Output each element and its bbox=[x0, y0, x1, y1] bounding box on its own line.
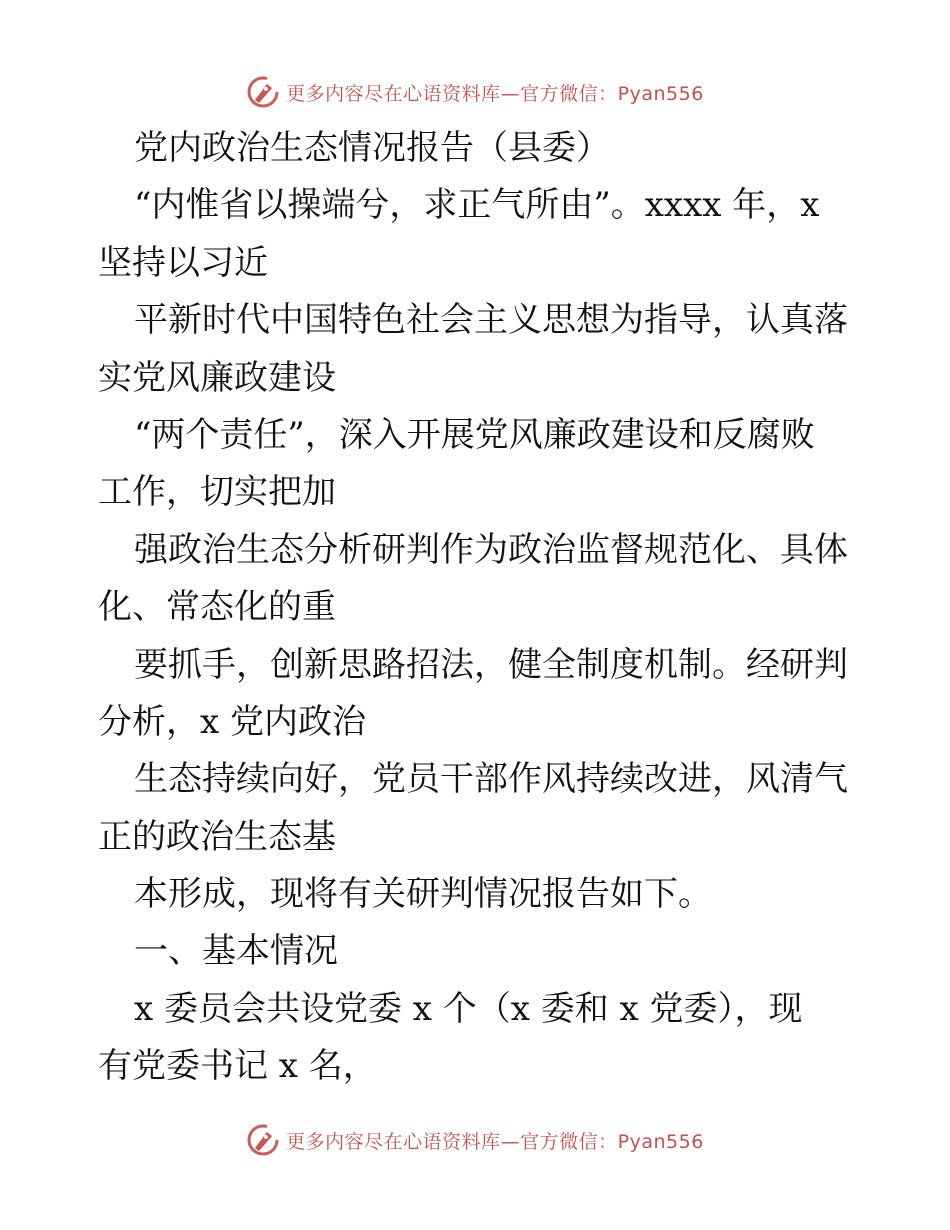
text-line: 分析，x 党内政治 bbox=[98, 701, 366, 742]
text-line: 要抓手，创新思路招法，健全制度机制。经研判 bbox=[134, 644, 848, 685]
watermark-text: 更多内容尽在心语资料库—官方微信：Pyan556 bbox=[286, 82, 704, 105]
text-line: 平新时代中国特色社会主义思想为指导，认真落 bbox=[134, 300, 848, 341]
pen-nib-circle-icon bbox=[246, 75, 280, 109]
text-line: 强政治生态分析研判作为政治监督规范化、具体 bbox=[134, 529, 848, 570]
text-line: 化、常态化的重 bbox=[98, 587, 336, 628]
text-line: 工作，切实把加 bbox=[98, 472, 336, 513]
watermark-text: 更多内容尽在心语资料库—官方微信：Pyan556 bbox=[286, 1130, 704, 1153]
document-body bbox=[98, 120, 858, 1096]
text-line: “内惟省以操端兮，求正气所由”。xxxx 年，x bbox=[134, 185, 820, 226]
text-line: 有党委书记 x 名， bbox=[98, 1046, 377, 1087]
watermark-banner-top bbox=[0, 72, 950, 112]
text-line: “两个责任”，深入开展党风廉政建设和反腐败 bbox=[134, 414, 815, 455]
text-line: 坚持以习近 bbox=[98, 242, 268, 283]
text-line: 本形成，现将有关研判情况报告如下。 bbox=[134, 874, 712, 915]
text-line: 党内政治生态情况报告（县委） bbox=[134, 128, 610, 168]
pen-nib-circle-icon bbox=[246, 1123, 280, 1157]
text-line: 生态持续向好，党员干部作风持续改进，风清气 bbox=[134, 759, 848, 800]
watermark-banner-bottom bbox=[0, 1120, 950, 1160]
text-line: 正的政治生态基 bbox=[98, 816, 336, 857]
text-line: 一、基本情况 bbox=[134, 931, 338, 972]
text-line: x 委员会共设党委 x 个（x 委和 x 党委），现 bbox=[134, 988, 803, 1029]
text-line: 实党风廉政建设 bbox=[98, 357, 336, 398]
